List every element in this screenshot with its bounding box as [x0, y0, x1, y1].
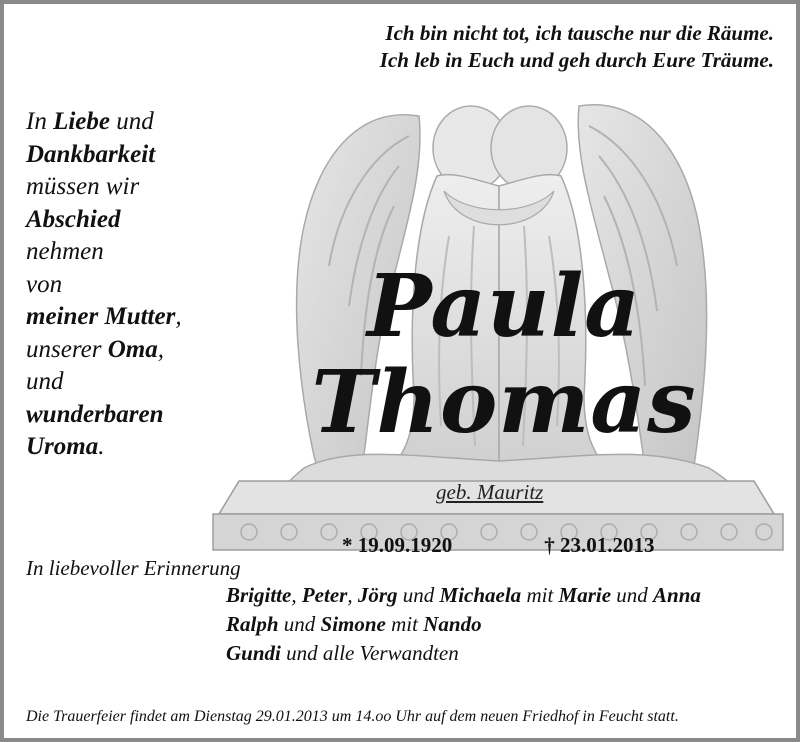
funeral-service-info: Die Trauerfeier findet am Dienstag 29.01.2013 um 14.oo Uhr auf dem neuen Friedhof in Feucht statt. — [26, 708, 679, 725]
poem-line: nehmen — [26, 238, 104, 265]
deceased-last-name: Thomas — [311, 352, 697, 453]
motto-line: Ich leb in Euch und geh durch Eure Träume. — [379, 48, 774, 72]
poem-line: Abschied — [26, 205, 121, 233]
death-date: † 23.01.2013 — [544, 533, 655, 557]
poem-line: Dankbarkeit — [26, 140, 156, 168]
life-dates — [342, 533, 655, 558]
poem-line: von — [26, 270, 63, 298]
mourners-row: Ralph und Simone mit Nando — [226, 612, 482, 636]
poem-line: wunderbaren — [26, 400, 164, 428]
poem-line: müssen wir — [26, 173, 140, 200]
birth-name: geb. Mauritz — [436, 480, 544, 504]
poem-line: unserer Oma, — [26, 335, 164, 363]
poem-line: meiner Mutter, — [26, 303, 182, 330]
mourners-row: Gundi und alle Verwandten — [226, 641, 459, 665]
mourners-row: Brigitte, Peter, Jörg und Michaela mit Marie und Anna — [226, 583, 701, 607]
farewell-poem — [26, 106, 182, 464]
poem-line: Uroma. — [26, 433, 105, 460]
memory-line: In liebevoller Erinnerung — [26, 556, 241, 580]
birth-date: * 19.09.1920 — [342, 533, 453, 557]
motto-line: Ich bin nicht tot, ich tausche nur die Räume. — [385, 21, 774, 45]
poem-line: In Liebe und — [26, 108, 154, 135]
deceased-first-name: Paula — [366, 256, 641, 357]
mourners-list — [226, 581, 701, 668]
motto — [380, 20, 774, 74]
poem-line: und — [26, 368, 64, 395]
